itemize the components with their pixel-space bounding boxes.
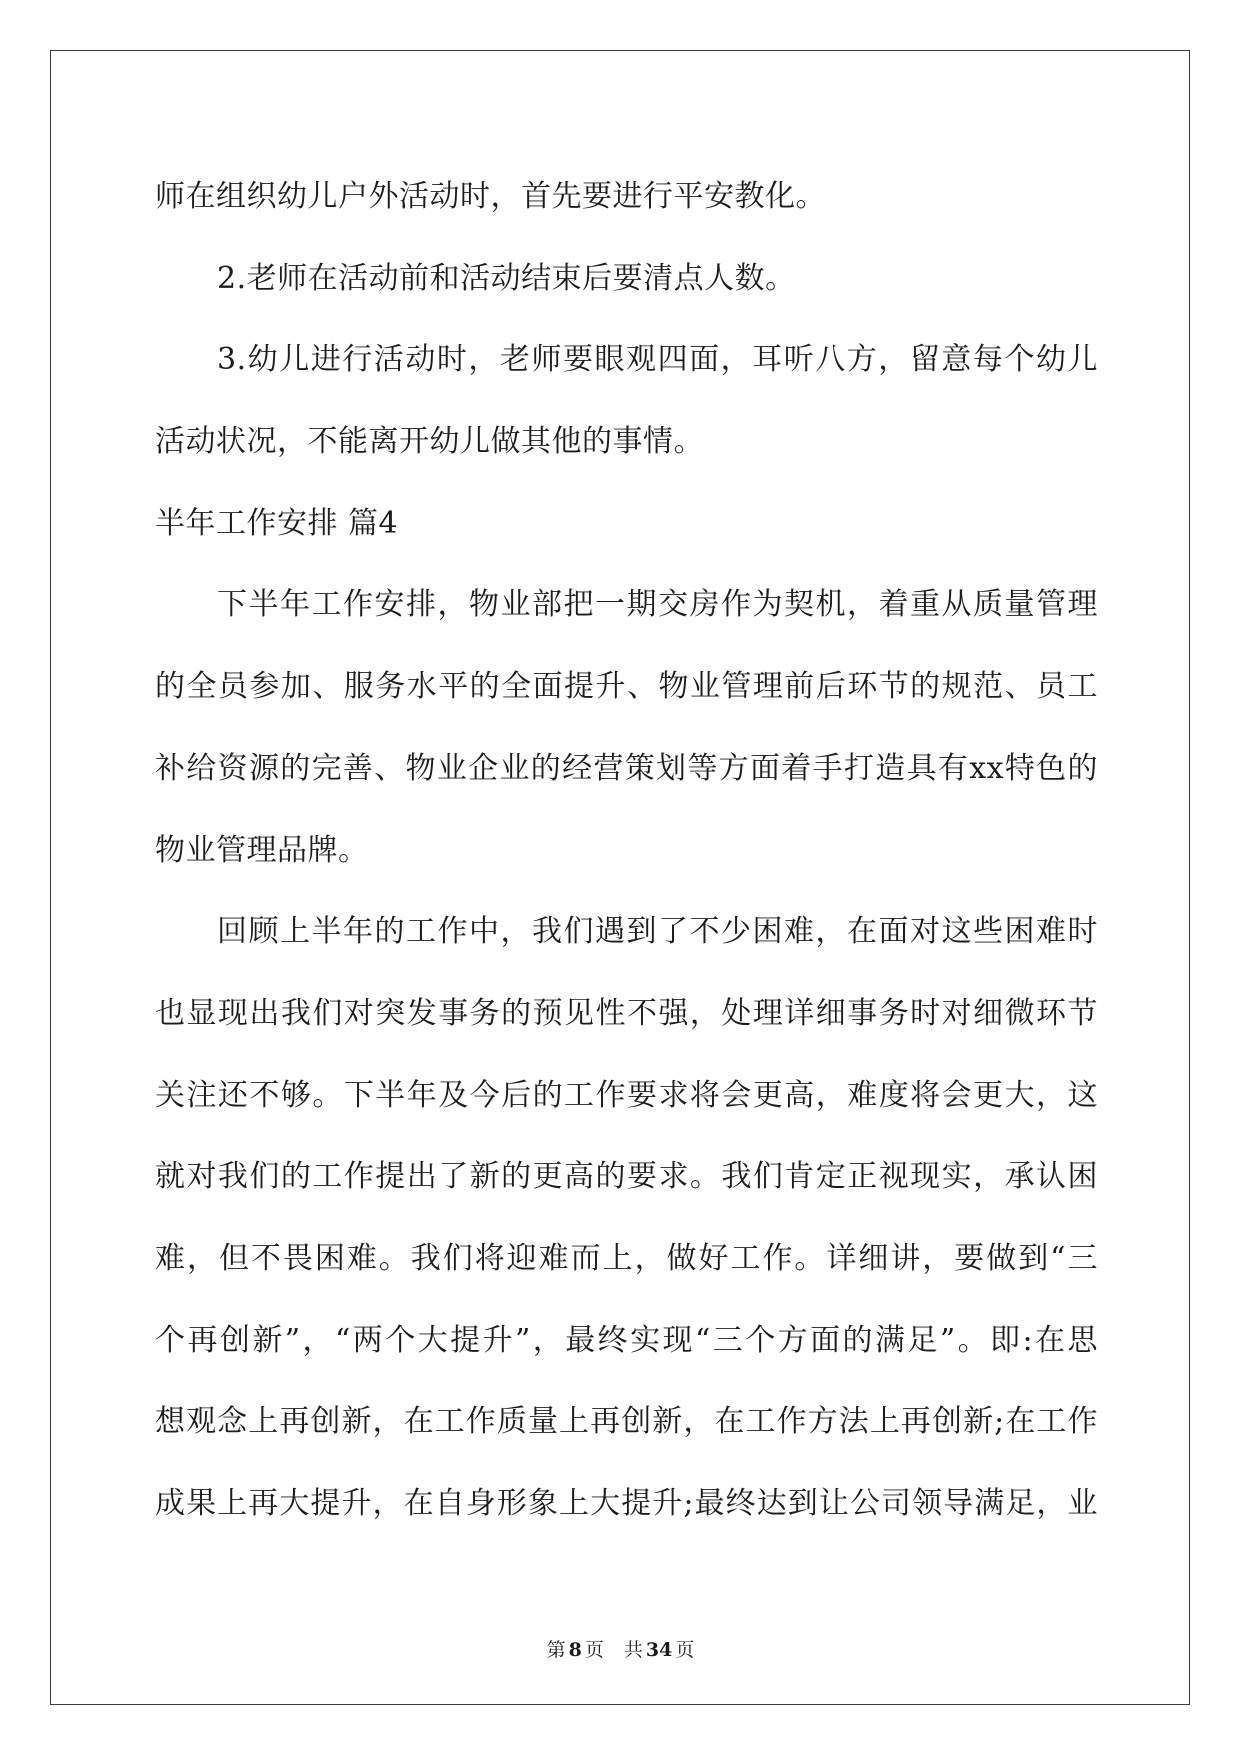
total-suffix: 页: [675, 1639, 695, 1661]
text-line: 物业管理品牌。: [155, 832, 369, 868]
text-line: 想观念上再创新，在工作质量上再创新，在工作方法上再创新;在工作: [155, 1404, 1098, 1440]
text-line: 下半年工作安排，物业部把一期交房作为契机，着重从质量管理: [217, 587, 1098, 623]
total-pages-indicator: [624, 1639, 694, 1661]
page-prefix: 第: [546, 1639, 566, 1661]
page-footer: [0, 1636, 1241, 1664]
text-line: 个再创新”，“两个大提升”，最终实现“三个方面的满足”。即:在思: [155, 1322, 1098, 1358]
text-line: 2.老师在活动前和活动结束后要清点人数。: [217, 260, 796, 296]
page-number: 8: [568, 1639, 582, 1661]
text-line: 活动状况，不能离开幼儿做其他的事情。: [155, 424, 704, 460]
text-line: 3.幼儿进行活动时，老师要眼观四面，耳听八方，留意每个幼儿: [217, 342, 1098, 378]
text-line: 师在组织幼儿户外活动时，首先要进行平安教化。: [155, 179, 826, 214]
review-paragraph: [155, 891, 1098, 1545]
section-heading: 半年工作安排 篇4: [155, 505, 399, 541]
text-line: 回顾上半年的工作中，我们遇到了不少困难，在面对这些困难时: [217, 914, 1098, 950]
total-pages: 34: [645, 1639, 673, 1661]
text-line: 难，但不畏困难。我们将迎难而上，做好工作。详细讲，要做到“三: [155, 1240, 1098, 1276]
list-item-3: [155, 319, 1098, 482]
text-line: 补给资源的完善、物业企业的经营策划等方面着手打造具有xx特色的: [155, 750, 1098, 786]
list-item-2: [155, 238, 1098, 320]
text-line: 也显现出我们对突发事务的预见性不强，处理详细事务时对细微环节: [155, 995, 1098, 1031]
page-body: [155, 156, 1098, 1545]
total-prefix: 共: [623, 1639, 643, 1661]
text-line: 就对我们的工作提出了新的更高的要求。我们肯定正视现实，承认困: [155, 1159, 1098, 1195]
text-line: 成果上再大提升，在自身形象上大提升;最终达到让公司领导满足，业: [155, 1486, 1098, 1521]
current-page-indicator: [547, 1639, 604, 1661]
text-line: 关注还不够。下半年及今后的工作要求将会更高，难度将会更大，这: [155, 1077, 1098, 1113]
intro-paragraph: [155, 564, 1098, 891]
text-line: 的全员参加、服务水平的全面提升、物业管理前后环节的规范、员工: [155, 669, 1098, 705]
paragraph-continued: [155, 156, 1098, 238]
page-suffix: 页: [584, 1639, 604, 1661]
